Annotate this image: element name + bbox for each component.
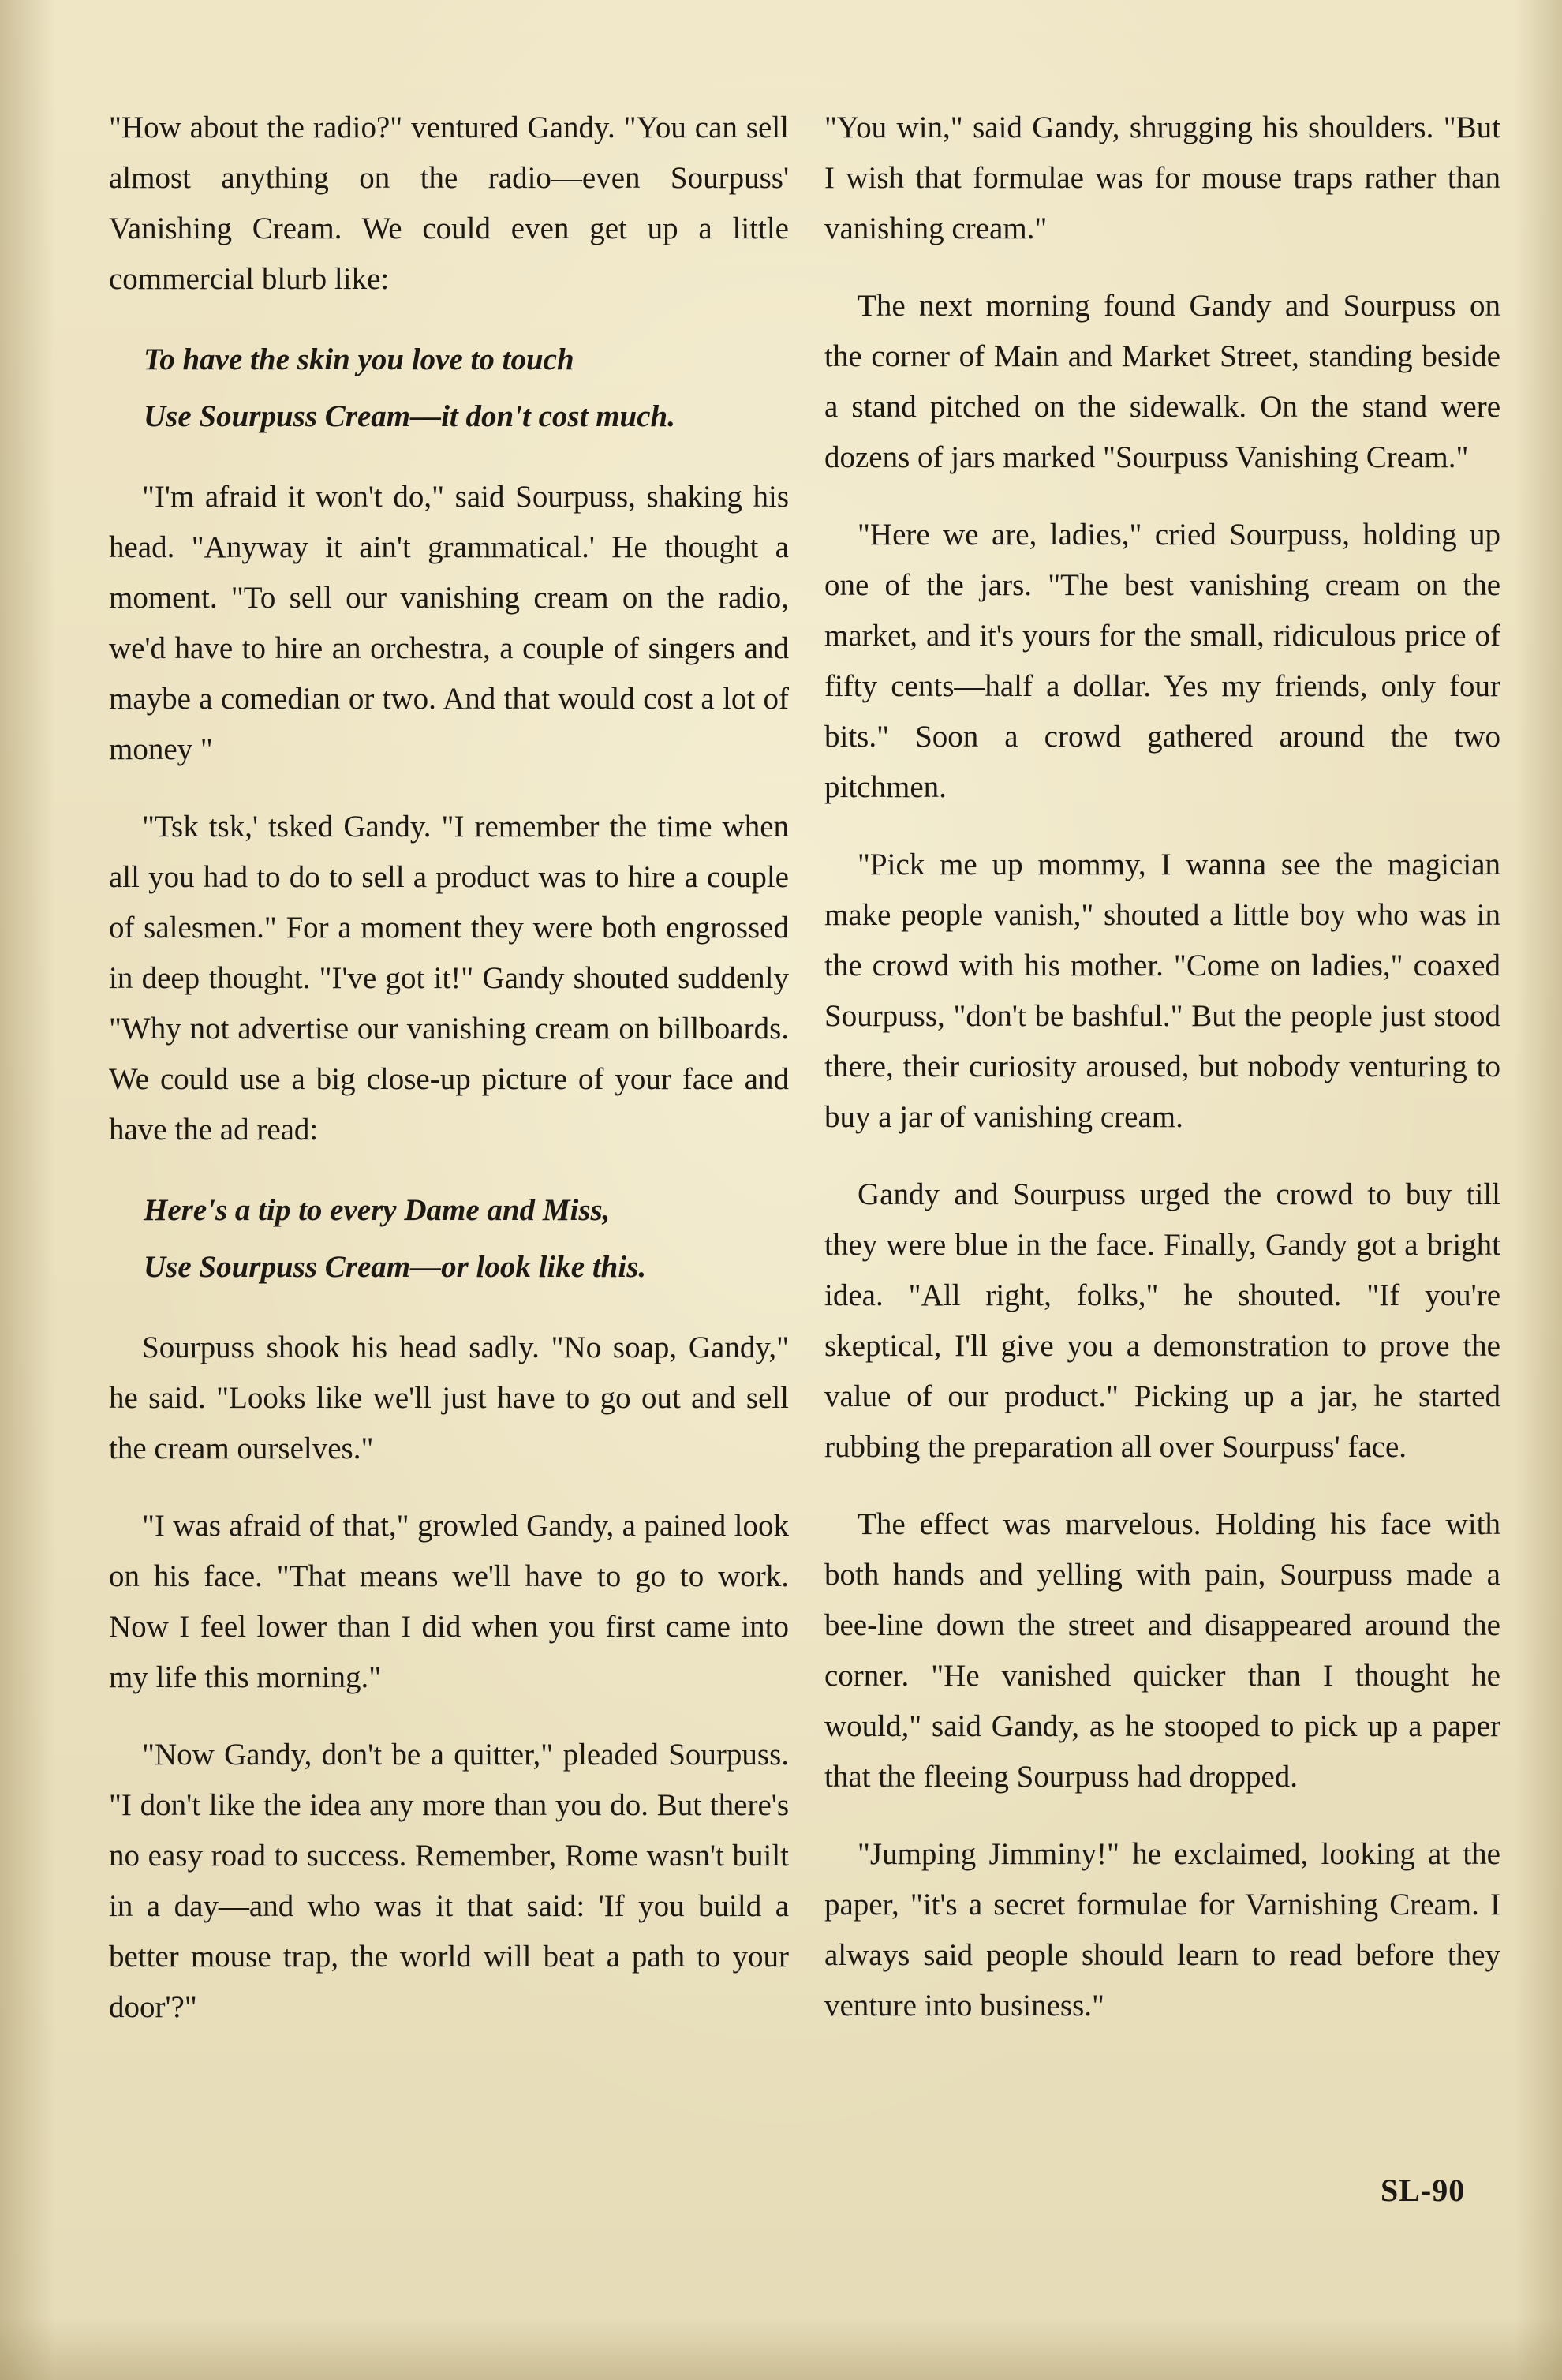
verse-line: Use Sourpuss Cream—it don't cost much. xyxy=(144,399,675,433)
paragraph: "I'm afraid it won't do," said Sourpuss, shaking his head. "Anyway it ain't grammatical.' He thought a moment. "To sell our vanishing cream on the radio, we'd have to hire an orchestra, a couple of singers and maybe a comedian or two. And that would cost a lot of money " xyxy=(109,480,789,766)
verse-line: Here's a tip to every Dame and Miss, xyxy=(144,1193,611,1227)
paragraph: "Pick me up mommy, I wanna see the magician make people vanish," shouted a little boy who was in the crowd with his mother. "Come on ladies," coaxed Sourpuss, "don't be bashful." But the people just stood there, their curiosity aroused, but nobody venturing to buy a jar of vanishing cream. xyxy=(824,848,1500,1134)
page-code: SL-90 xyxy=(1381,2172,1466,2208)
paragraph: "How about the radio?" ventured Gandy. "You can sell almost anything on the radio—even Sourpuss' Vanishing Cream. We could even get up a little commercial blurb like: xyxy=(109,110,789,296)
verse-billboard-ad xyxy=(109,1182,789,1296)
paragraph: "I was afraid of that," growled Gandy, a pained look on his face. "That means we'll have to go to work. Now I feel lower than I did when you first came into my life this morning." xyxy=(109,1509,789,1694)
verse-line: Use Sourpuss Cream—or look like this. xyxy=(144,1250,647,1284)
paper-edge-bottom xyxy=(0,2317,1562,2380)
paragraph: "Jumping Jimminy!" he exclaimed, looking at the paper, "it's a secret formulae for Varnishing Cream. I always said people should learn to read before they venture into business." xyxy=(824,1837,1500,2023)
paragraph: The effect was marvelous. Holding his face with both hands and yelling with pain, Sourpuss made a bee-line down the street and disappeared around the corner. "He vanished quicker than I thought he would," said Gandy, as he stooped to pick up a paper that the fleeing Sourpuss had dropped. xyxy=(824,1507,1500,1794)
paragraph: The next morning found Gandy and Sourpuss on the corner of Main and Market Street, standing beside a stand pitched on the sidewalk. On the stand were dozens of jars marked "Sourpuss Vanishing Cream." xyxy=(824,289,1500,474)
paragraph: "Tsk tsk,' tsked Gandy. "I remember the time when all you had to do to sell a product was to hire a couple of salesmen." For a moment they were both engrossed in deep thought. "I've got it!" Gandy shouted suddenly "Why not advertise our vanishing cream on billboards. We could use a big close-up picture of your face and have the ad read: xyxy=(109,810,789,1147)
paragraph: "You win," said Gandy, shrugging his shoulders. "But I wish that formulae was for mouse traps rather than vanishing cream." xyxy=(824,110,1500,245)
paper-edge-left xyxy=(0,0,55,2380)
paragraph: Sourpuss shook his head sadly. "No soap, Gandy," he said. "Looks like we'll just have to go out and sell the cream ourselves." xyxy=(109,1330,789,1465)
right-column xyxy=(824,103,1500,2058)
paper-edge-right xyxy=(1515,0,1562,2380)
verse-line: To have the skin you love to touch xyxy=(144,342,574,376)
verse-radio-jingle xyxy=(109,331,789,445)
paragraph: Gandy and Sourpuss urged the crowd to buy till they were blue in the face. Finally, Gandy got a bright idea. "All right, folks," he shouted. "If you're skeptical, I'll give you a demonstration to prove the value of our product." Picking up a jar, he started rubbing the preparation all over Sourpuss' face. xyxy=(824,1177,1500,1464)
left-column xyxy=(109,103,789,2060)
paragraph: "Here we are, ladies," cried Sourpuss, holding up one of the jars. "The best vanishing cream on the market, and it's yours for the small, ridiculous price of fifty cents—half a dollar. Yes my friends, only four bits." Soon a crowd gathered around the two pitchmen. xyxy=(824,518,1500,804)
paragraph: "Now Gandy, don't be a quitter," pleaded Sourpuss. "I don't like the idea any more than you do. But there's no easy road to success. Remember, Rome wasn't built in a day—and who was it that said: 'If you build a better mouse trap, the world will beat a path to your door'?" xyxy=(109,1738,789,2024)
